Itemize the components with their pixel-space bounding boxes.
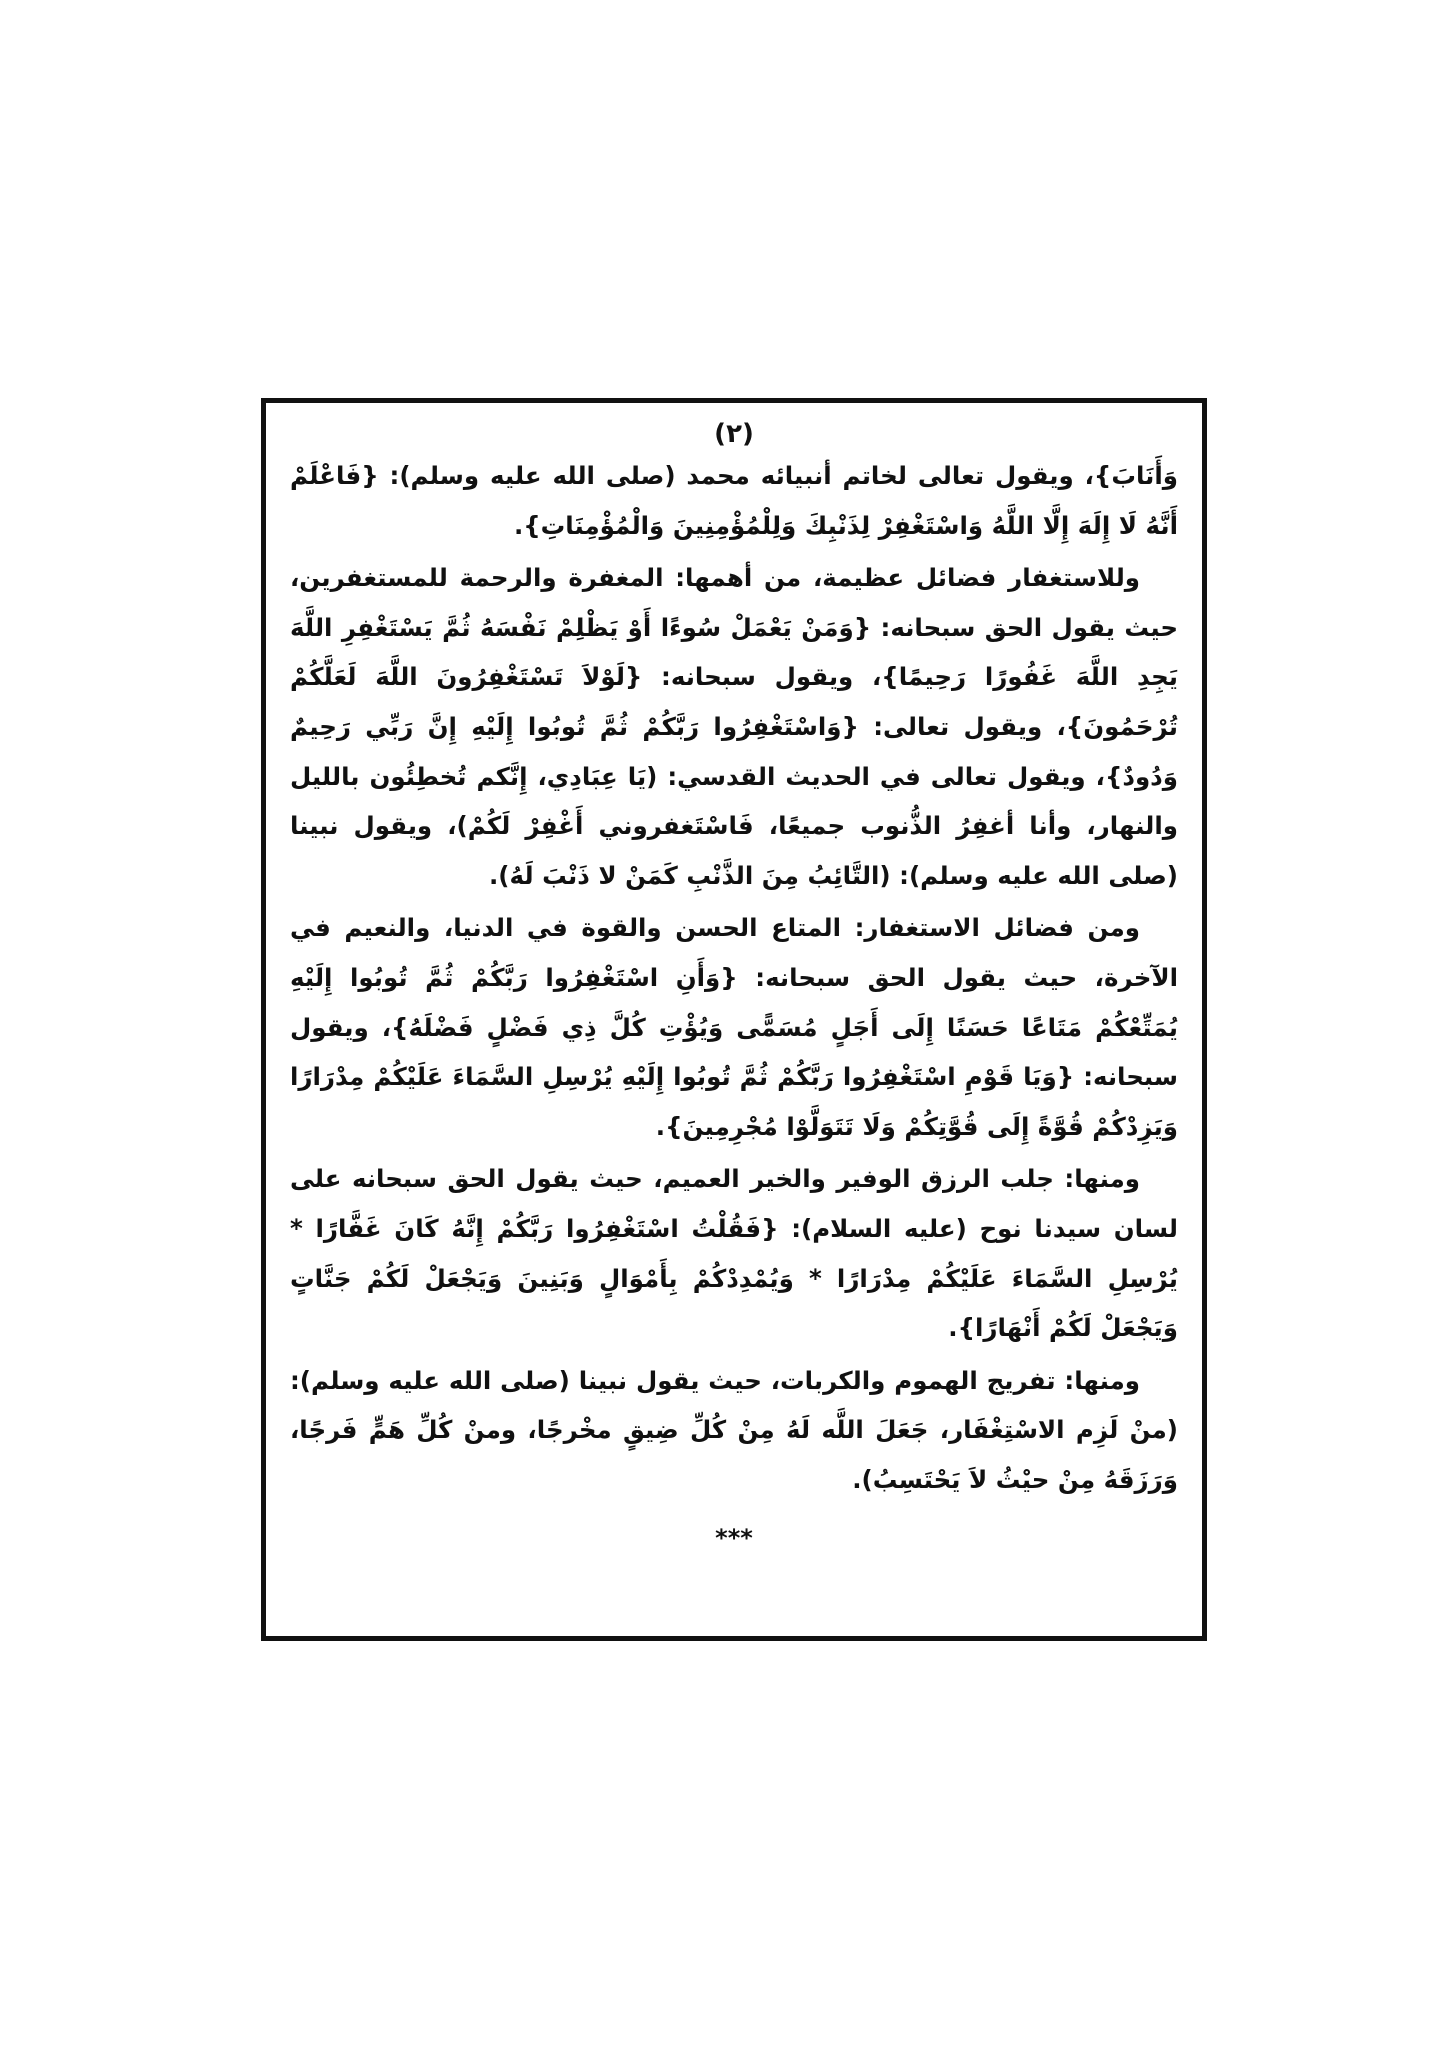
ending-mark: *** <box>715 1524 753 1553</box>
paragraph-forgiveness-virtue: وللاستغفار فضائل عظيمة، من أهمها: المغفرة والرحمة للمستغفرين، حيث يقول الحق سبحانه: {وَمَنْ يَعْمَلْ سُوءًا أَوْ يَظْلِمْ نَفْسَهُ ثُمَّ يَسْتَغْفِرِ اللَّهَ يَجِدِ اللَّهَ غَفُورًا رَحِيمًا}، ويقول سبحانه: {لَوْلاَ تَسْتَغْفِرُونَ اللَّهَ لَعَلَّكُمْ تُرْحَمُونَ}، ويقول تعالى: {وَاسْتَغْفِرُوا رَبَّكُمْ ثُمَّ تُوبُوا إِلَيْهِ إِنَّ رَبِّي رَحِيمٌ وَدُودٌ}، ويقول تعالى في الحديث القدسي: (يَا عِبَادِي، إِنَّكم تُخطِئُون بالليل والنهار، وأنا أغفِرُ الذُّنوب جميعًا، فَاسْتَغفروني أَغْفِرْ لَكُمْ)، ويقول نبينا (صلى الله عليه وسلم): (التَّائِبُ مِنَ الذَّنْبِ كَمَنْ لا ذَنْبَ لَهُ). <box>290 563 1178 890</box>
page-content <box>290 417 1178 1622</box>
paragraph-relief: ومنها: تفريج الهموم والكربات، حيث يقول نبينا (صلى الله عليه وسلم): (منْ لَزِم الاسْتِغْفَار، جَعَلَ اللَّه لَهُ مِنْ كُلِّ ضِيقٍ مخْرجًا، ومنْ كُلِّ هَمٍّ فَرجًا، وَرَزَقَهُ مِنْ حيْثُ لاَ يَحْتَسِبُ). <box>290 1365 1178 1494</box>
page-frame <box>261 398 1207 1641</box>
body-text <box>290 451 1178 1504</box>
page-number: (٢) <box>714 419 754 449</box>
paragraph-good-enjoyment: ومن فضائل الاستغفار: المتاع الحسن والقوة في الدنيا، والنعيم في الآخرة، حيث يقول الحق سبحانه: {وَأَنِ اسْتَغْفِرُوا رَبَّكُمْ ثُمَّ تُوبُوا إِلَيْهِ يُمَتِّعْكُمْ مَتَاعًا حَسَنًا إِلَى أَجَلٍ مُسَمًّى وَيُؤْتِ كُلَّ ذِي فَضْلٍ فَضْلَهُ}، ويقول سبحانه: {وَيَا قَوْمِ اسْتَغْفِرُوا رَبَّكُمْ ثُمَّ تُوبُوا إِلَيْهِ يُرْسِلِ السَّمَاءَ عَلَيْكُمْ مِدْرَارًا وَيَزِدْكُمْ قُوَّةً إِلَى قُوَّتِكُمْ وَلَا تَتَوَلَّوْا مُجْرِمِينَ}. <box>290 913 1178 1141</box>
paragraph-continuation: وَأَنَابَ}، ويقول تعالى لخاتم أنبيائه محمد (صلى الله عليه وسلم): {فَاعْلَمْ أَنَّهُ لَا إِلَهَ إِلَّا اللَّهُ وَاسْتَغْفِرْ لِذَنْبِكَ وَلِلْمُؤْمِنِينَ وَالْمُؤْمِنَاتِ}. <box>290 461 1178 540</box>
paragraph-provision: ومنها: جلب الرزق الوفير والخير العميم، حيث يقول الحق سبحانه على لسان سيدنا نوح (عليه السلام): {فَقُلْتُ اسْتَغْفِرُوا رَبَّكُمْ إِنَّهُ كَانَ غَفَّارًا * يُرْسِلِ السَّمَاءَ عَلَيْكُمْ مِدْرَارًا * وَيُمْدِدْكُمْ بِأَمْوَالٍ وَبَنِينَ وَيَجْعَلْ لَكُمْ جَنَّاتٍ وَيَجْعَلْ لَكُمْ أَنْهَارًا}. <box>290 1164 1178 1343</box>
